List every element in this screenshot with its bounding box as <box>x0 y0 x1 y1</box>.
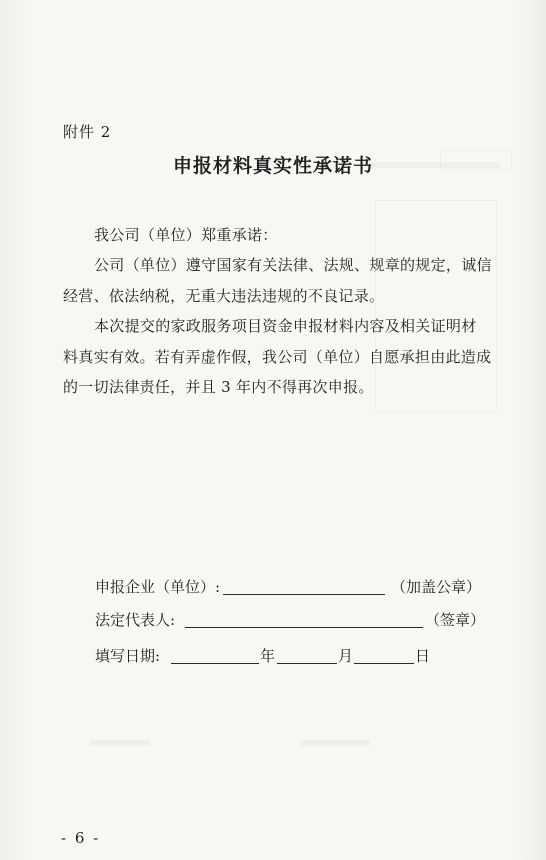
annex-label: 附件 2 <box>63 123 112 141</box>
company-name-field[interactable] <box>223 594 385 595</box>
legal-rep-signature-row <box>95 609 495 631</box>
compliance-paragraph <box>63 250 492 311</box>
date-label: 填写日期: <box>95 647 161 665</box>
truthfulness-line-2: 料真实有效。若有弄虚作假，我公司（单位）自愿承担由此造成 <box>63 347 492 366</box>
bleed-through-mark <box>300 740 370 746</box>
opening-paragraph <box>63 220 483 251</box>
compliance-line-2: 经营、依法纳税，无重大违法违规的不良记录。 <box>63 286 385 305</box>
truthfulness-line-1: 本次提交的家政服务项目资金申报材料内容及相关证明材 <box>94 317 477 335</box>
date-row <box>95 645 495 667</box>
day-field[interactable] <box>354 663 414 664</box>
month-field[interactable] <box>277 663 337 664</box>
bleed-through-mark <box>90 740 150 746</box>
year-field[interactable] <box>171 663 259 664</box>
company-seal-note: （加盖公章） <box>391 578 482 596</box>
compliance-line-1: 公司（单位）遵守国家有关法律、法规、规章的规定，诚信 <box>94 256 492 274</box>
truthfulness-line-3: 的一切法律责任，并且 3 年内不得再次申报。 <box>63 378 374 396</box>
year-unit: 年 <box>260 647 276 665</box>
legal-rep-seal-note: （签章） <box>425 611 486 629</box>
day-unit: 日 <box>415 647 431 665</box>
company-label: 申报企业（单位）: <box>95 578 221 596</box>
opening-line: 我公司（单位）郑重承诺： <box>94 226 278 244</box>
page-title: 申报材料真实性承诺书 <box>172 155 373 177</box>
page-number: - 6 - <box>61 829 101 847</box>
month-unit: 月 <box>338 647 354 665</box>
legal-rep-signature-field[interactable] <box>185 627 423 628</box>
company-signature-row <box>95 576 495 598</box>
legal-rep-label: 法定代表人: <box>95 611 176 629</box>
truthfulness-paragraph <box>63 311 492 403</box>
